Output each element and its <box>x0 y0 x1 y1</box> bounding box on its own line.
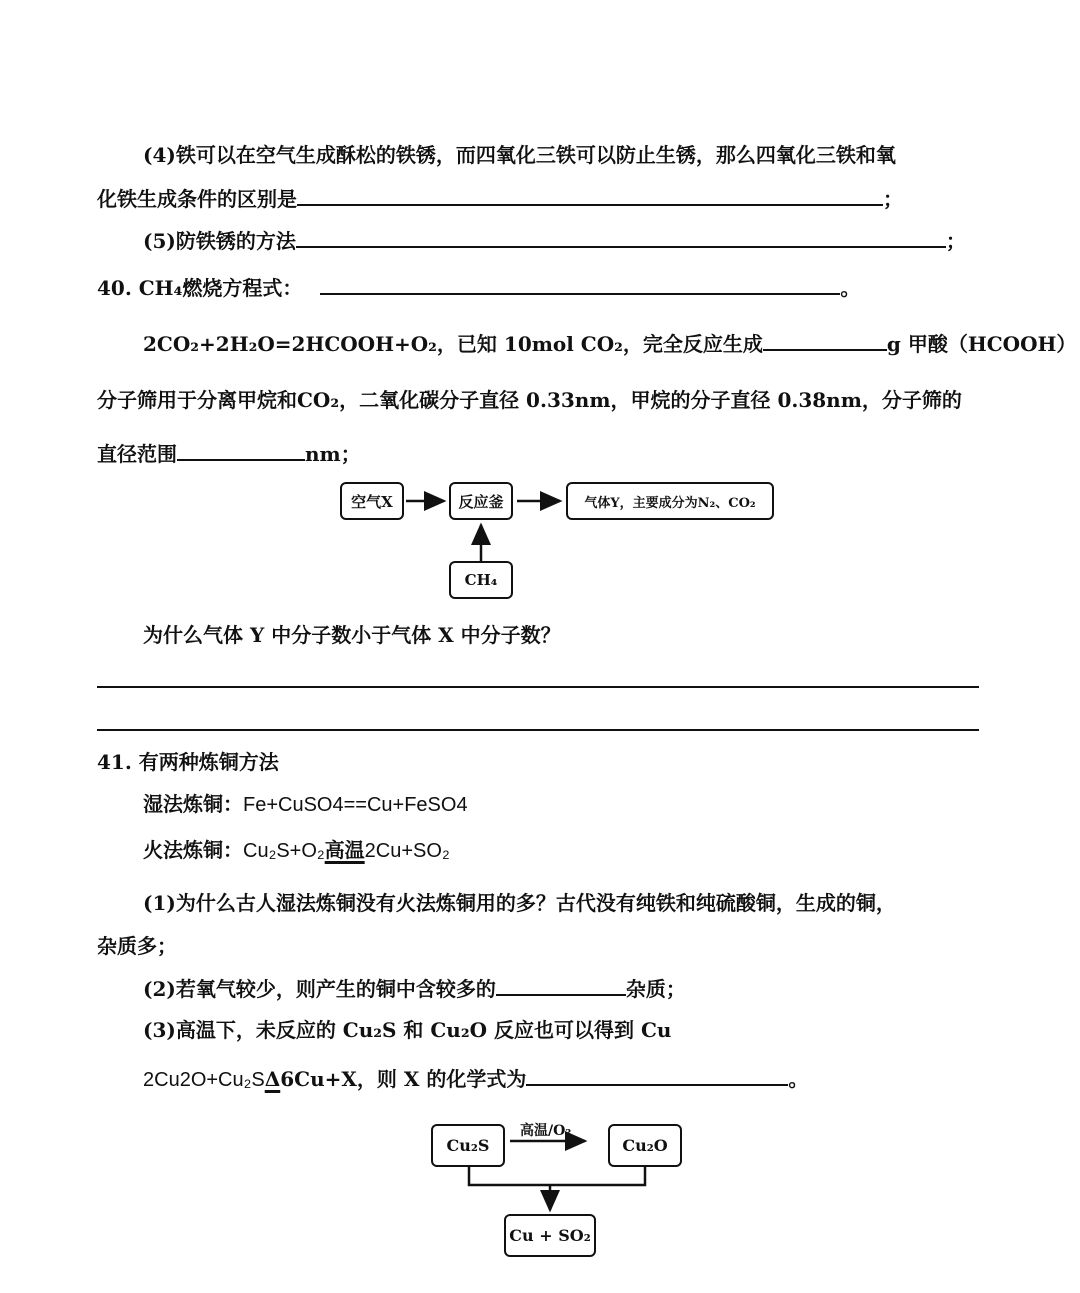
q39-part5-prompt: (5)防铁锈的方法 <box>143 229 296 253</box>
box-air-x: 空气X <box>340 482 404 520</box>
q39-part5-end: ； <box>945 229 966 253</box>
q40-prompt: 40. CH₄燃烧方程式： <box>97 276 303 300</box>
box-reactor: 反应釜 <box>449 482 513 520</box>
q41-part3-line1: (3)高温下，未反应的 Cu₂S 和 Cu₂O 反应也可以得到 Cu <box>143 1018 672 1042</box>
q41-fire-condition: 高温 <box>324 838 365 862</box>
q41-part1-line2: 杂质多； <box>97 934 177 958</box>
q40-answer-line-1[interactable] <box>97 686 979 688</box>
box-gas-y: 气体Y，主要成分为N₂、CO₂ <box>566 482 774 520</box>
q41-part2-prompt: (2)若氧气较少，则产生的铜中含较多的 <box>143 977 496 1001</box>
q40-end: 。 <box>840 276 861 300</box>
q41-fire-eq-right: 2Cu+SO₂ <box>364 840 450 862</box>
q39-part4-line1: (4)铁可以在空气生成酥松的铁锈，而四氧化三铁可以防止生锈，那么四氧化三铁和氧 <box>143 143 896 167</box>
box-cu2o: Cu₂O <box>608 1124 682 1167</box>
box-cu2s: Cu₂S <box>431 1124 505 1167</box>
q41-wet-label: 湿法炼铜： <box>143 792 243 816</box>
box-ch4: CH₄ <box>449 561 513 599</box>
q41-part3-blank[interactable] <box>526 1064 788 1086</box>
connector-bracket <box>469 1167 645 1185</box>
q40-formic-unit: g 甲酸（HCOOH） <box>886 332 1077 356</box>
arrow-label-high-temp-o2: 高温/O₂ <box>520 1123 572 1139</box>
q41-part3-eq-right: 6Cu+X，则 X 的化学式为 <box>280 1067 527 1091</box>
q40-question: 为什么气体 Y 中分子数小于气体 X 中分子数？ <box>143 623 561 647</box>
q41-fire-eq-left: Cu₂S+O₂ <box>243 840 325 862</box>
q41-part3-eq-left: 2Cu2O+Cu₂S <box>143 1069 265 1091</box>
q40-sieve-line1: 分子筛用于分离甲烷和CO₂，二氧化碳分子直径 0.33nm，甲烷的分子直径 0.38nm，分子筛的 <box>97 388 962 412</box>
q41-part1-line1: (1)为什么古人湿法炼铜没有火法炼铜用的多？古代没有纯铁和纯硫酸铜，生成的铜， <box>143 891 896 915</box>
q40-sieve-unit: nm； <box>305 442 361 466</box>
q41-wet-line <box>143 790 468 819</box>
q39-part4-prompt: 化铁生成条件的区别是 <box>97 187 297 211</box>
q41-part3-line2 <box>143 1064 808 1094</box>
box-cu-so2: Cu + SO₂ <box>504 1214 596 1257</box>
q41-part3-condition: Δ <box>264 1067 281 1091</box>
q41-part3-end: 。 <box>788 1067 809 1091</box>
q40-sieve-prompt: 直径范围 <box>97 442 177 466</box>
q41-part2-blank[interactable] <box>496 974 626 996</box>
q41-fire-line <box>143 836 450 865</box>
q40-answer-line-2[interactable] <box>97 729 979 731</box>
q41-part2-line <box>143 974 686 1003</box>
q39-part4-end: ； <box>883 187 903 211</box>
q41-title: 41. 有两种炼铜方法 <box>97 750 279 774</box>
q41-wet-equation: Fe+CuSO4==Cu+FeSO4 <box>243 794 468 816</box>
q40-formic-prompt: 2CO₂+2H₂O=2HCOOH+O₂，已知 10mol CO₂，完全反应生成 <box>143 332 763 356</box>
q41-fire-label: 火法炼铜： <box>143 838 243 862</box>
q41-part2-end: 杂质； <box>625 977 686 1001</box>
